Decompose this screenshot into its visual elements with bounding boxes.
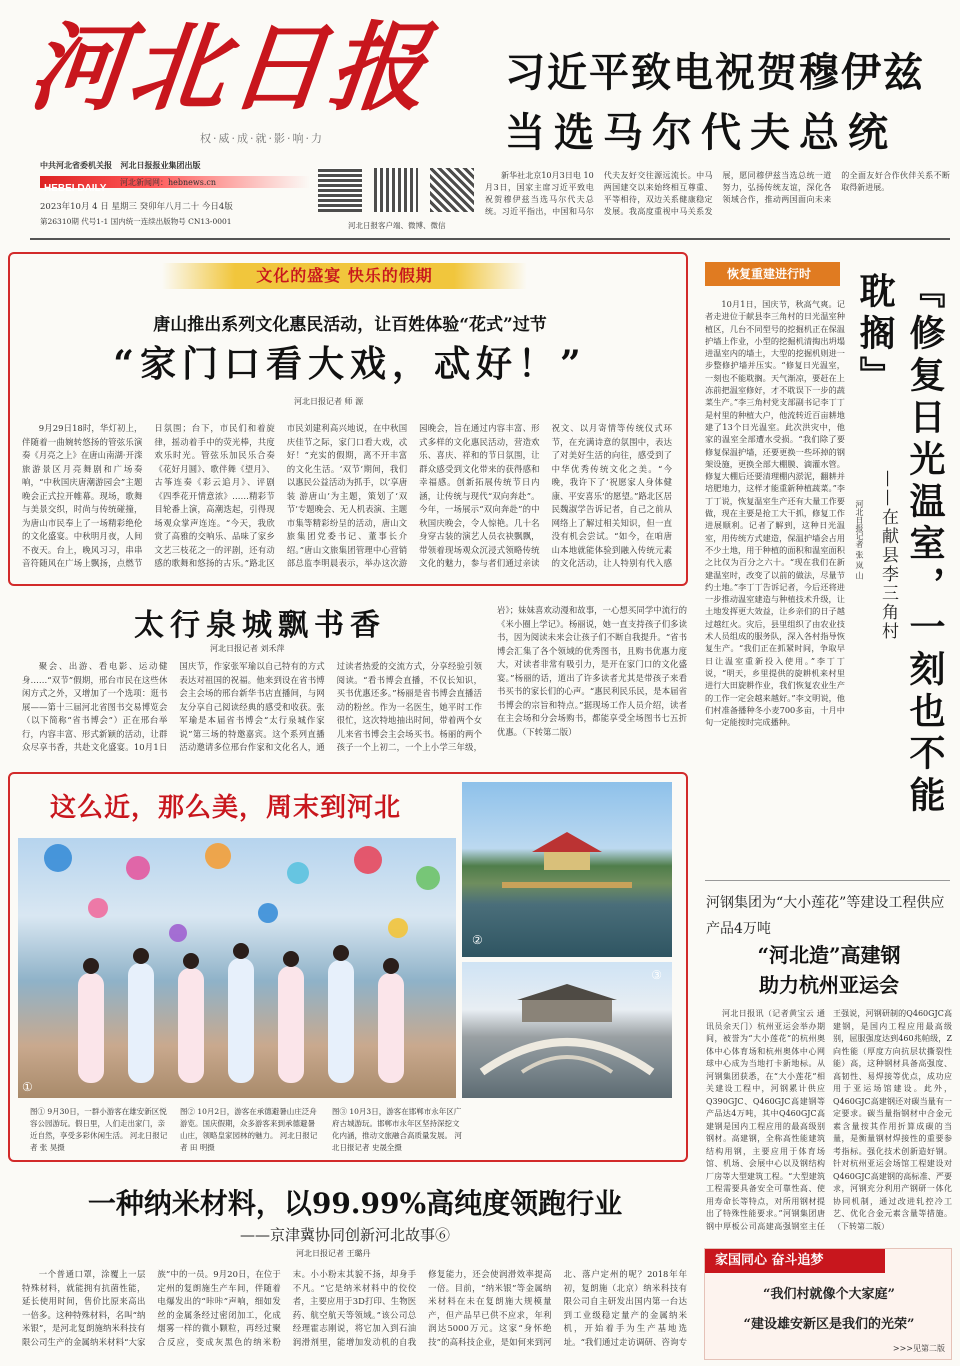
nano-byline: 河北日报记者 王璐丹 [296,1249,371,1258]
org-line2: 河北日报报业集团出版 [120,160,201,170]
tangshan-banner [162,263,527,289]
restoration-title: 『修复日光温室，一刻也不能耽搁』 [854,272,946,818]
hegang-body-text: 河北日报讯（记者黄宝云 通讯员余天门）杭州亚运会举办期间，被誉为“大小莲花”的杭州奥体中心体育场和杭州奥体中心网球中心成为当地打卡新地标。从河钢集团获悉，在“大小莲花”相关建设工程中，河钢累计供应Q390GJC、Q460GJC高建钢等产品达4万吨，其中Q460GJC高建钢是国内工程应用的最高级别钢材。高建钢，全称高性能建筑结构用钢，主要应用于体育场馆、机场、会展中心以及钢结构厂房等大型建筑工程。“大型建筑工程需要具备安全可靠性高、使用寿命长等特点，对所用钢材提出了特殊性能要求。”河钢集团唐钢中厚板公司高建高强钢室主任王强说，河钢研制的Q460GJC高建钢，是国内工程应用最高级别，屈服强度达到460兆帕级，Z向性能（厚度方向抗层状撕裂性能）高，这种钢材具备高强度、高韧性、易焊接等优点，成功应用于亚运场馆建设。此外，Q460GJC高建钢还对碳当量有一定要求。碳当量指钢材中合金元素含量按其作用折算成碳的当量，是衡量钢材焊接性的重要参考指标。强化技术创新造好钢。针对杭州亚运会场馆工程建设对Q460GJC高建钢的高标准、严要求，河钢充分利用产钢研一体化协同机制，通过改进轧控冷工艺、优化合金元素含量等措施。（下转第二版） [706,1009,952,1231]
taihang-body-columns [22,660,482,760]
photo-2-lake [462,782,672,957]
photo-2-graphic [462,782,672,957]
restoration-tag-text: 恢复重建进行时 [727,267,812,281]
restoration-byline: 河北日报记者 张 岚 山 [855,500,864,580]
photo-caption-3: 图③ 10月3日，游客在邯郸市永年区广府古城游玩。邯郸市永年区坚持深挖文化内涵，推动文旅融合高质量发展。 河北日报记者 史晟全摄 [332,1107,462,1152]
qr-code-weibo[interactable] [374,168,418,212]
photo-2-label: ② [472,933,483,947]
tangshan-body [22,422,672,580]
hegang-title-line1: “河北造”高建钢 [757,943,901,967]
weekend-title: 这么近，那么美，周末到河北 [50,793,402,823]
photo-1-label: ① [22,1080,33,1094]
tangshan-body-text: 9月29日18时，华灯初上，伴随着一曲婉转悠扬的管弦乐演奏《月亮之上》在唐山南湖·开滦旅游景区月亮舞剧和广场奏响，“中秋国庆唐潮游园会”主题晚会正式拉开帷幕。现场，歌舞与美景交织，时尚与传统碰撞，为唐山市民奉上了一场精彩绝伦的文化盛宴。中秋明月夜，人间不夜天。台上，晚风习习，串串音符随风在广场上飘扬，点燃节日氛围；台下，市民们和着旋律，摇动着手中的荧光棒，共度欢乐时光。管弦乐加民乐合奏《花好月圆》、歌伴舞《望月》、古筝连奏《彩云追月》、评剧《四季花开情意浓》……精彩节目轮番上演，高潮迭起，引得现场观众掌声连连。“今天，我欣赏了高雅的交响乐、品味了家乡文艺三枝花之一的评剧，还有动感的歌舞和悠扬的古乐。”路北区市民刘建利高兴地说，在中秋国庆佳节之际，家门口看大戏，忒好！“充实的假期，离不开丰富的文化生活。‘双节’期间，我们以惠民公益活动为抓手，以‘享唐装 游唐山’为主题，策划了‘双节’专题晚会、无人机表演、主题市集等精彩纷呈的活动，唐山文旅集团党委书记、董事长介绍。”唐山文旅集团管理中心营销部总监李明晨表示，举办这次游园晚会，旨在通过内容丰富、形式多样的文化惠民活动，营造欢乐、喜庆、祥和的节日氛围，让群众感受到文化带来的获得感和幸福感。创新拓展传统节日内涵，让传统与现代“双向奔赴”。今年，一场展示“双向奔赴”的中秋国庆晚会，令人惊艳。几十名身穿古装的演艺人员衣袂飘飘，带领着现场观众沉浸式领略传统文化的魅力，参与者们通过亲读祝文、以月寄情等传统仪式环节，在充满诗意的氛围中，表达了对美好生活的向往，感受到了中华优秀传统文化之美。“今晚，我许下了‘祝愿家人身体健康、平安喜乐’的愿望。”路北区居民魏淑学告诉记者，自己之前从网络上了解过相关知识，但一直没有机会尝试。“如今，在咱唐山本地就能体验到融入传统元素的文化活动，让人特别有代入感 [22,423,672,568]
lead-headline-line1: 习近平致电祝贺穆伊兹 [505,49,925,96]
restoration-body-text: 10月1日，国庆节，秋高气爽。记者走进位于献县李三角村的日光温室种植区，几台不同型号的挖掘机正在保温护墙上作业，小型的挖掘机清掏出坍塌进温室内的墙土，大型的挖掘机则进一步整修护墙并压实。“修复日光温室，一刻也不能耽搁。天气渐凉，要赶在上冻前把温室修好，才不耽误下一步的蔬菜生产。”李三角村党支部副书记李丁丁是村里的种植大户，他流转近百亩耕地建了13个日光温室。此次洪灾中，他家的温室全部遭水受损。“我们除了要修复保温护墙，还要更换一些坏掉的钢架设施，更换全部大棚膜、滴灌水管。修复大棚后还要清理棚内淤泥，翻耕并培肥地力，这样才能重新种植蔬菜。”李丁丁说，恢复温室生产还有大量工作要做，现在主要是抢工大干抓，修复工作进展顺利。记者了解到，这种日光温室，用传统方式建造，保温护墙会占用不少土地，用于种植的面积和温室面积之比仅为百分之六十。“现在我们在新建温室时，改变了以前的做法，尽量节约土地。”李丁丁告诉记者，今后还将进一步推动温室建造与种植技术升级，让土地发挥更大效益，让乡亲们的日子越过越红火。灾后，县里组织了由农业技术人员组成的服务队，深入各村指导恢复生产。“我们正在抓紧时间，争取早日让温室重新投入使用。”李丁丁说，“明天，乡里提供的旋耕机来村里进行大田旋耕作业，我们恢复农业生产的工作一定会越来越好。”李文明说，他们村准备播种冬小麦700多亩，十月中旬一定能按时完成播种。 [705,299,845,728]
hegang-title-line2: 助力杭州亚运会 [759,973,899,997]
website[interactable]: 河北新闻网：hebnews.cn [120,178,217,187]
tangshan-title: “家门口看大戏，忒好！” [113,343,587,385]
restoration-tag [705,262,840,286]
taihang-body-text: 聚会、出游、看电影、运动健身……“双节”假期，邢台市民在这些休闲方式之外，又增加了一个选项：逛书展——第十三届河北省图书交易博览会（以下简称“省书博会”）正在邢台举行，内容丰富、形式新颖的活动，让群众尽享书香，共赴文化盛宴。10月1日国庆节，作家张军瑜以自己特有的方式表达对祖国的祝福。他来到设在省书博会主会场的邢台新华书店直播间，与网友分享自己阅读经典的感受和收获。张军瑜是本届省书博会“太行泉城作家说”第三场的特邀嘉宾。这个系列直播活动邀请多位邢台作家和文化名人，通过读者热爱的交流方式，分享经验引领阅读。“看书博会直播，不仅长知识，买书优惠还多。”杨丽是省书博会直播活动的粉丝。作为一名医生，她平时工作很忙，这次特地抽出时间，带着两个女儿来省书博会主会场买书。杨丽的两个孩子一个上初二，一个上小学三年级， [22,661,482,752]
promo-see-page[interactable]: >>>见第二版 [892,1344,945,1353]
english-name: HEBEI DAILY [44,183,107,194]
promo-banner [705,1249,885,1273]
photo-3-graphic [462,962,672,1098]
nano-body-text: 一个普通口罩，涂覆上一层特殊材料，就能拥有抗菌性能，延长使用时间，售价比原来高出一倍多。这种特殊材料，名叫“纳米银”，是河北复朗施纳米科技有限公司生产的金属纳米材料“大家族”中的一员。9月20日，在位于定州的复朗施生产车间，伴随着电爆发出的“咔咔”声响，细如发丝的金属条经过密闭加工，化成烟雾一样的微小颗粒，再经过聚合反应，变成灰黑色的纳米粉末。小小粉末其貌不扬，却身手不凡。“它是纳米材料中的佼佼者，主要应用于3D打印、生物医药、航空航天等领域。”该公司总经理霍志刚说，将它加入到石油润滑剂里，能增加发动机的自我修复能力，还会使润滑效率提高一倍。目前，“纳米银”等金属纳米材料在未在复朗施大规模量产，但产品早已供不应求，年利润达5000万元。这家“身怀绝技”的高科技企业，是如何来到河北、落户定州的呢？2018年年初，复朗施（北京）纳米科技有限公司自主研发出国内第一台达到工业级稳定量产的金属纳米机，开始着手为生产基地选址。“我们通过走访调研、咨询专 [22,1269,687,1347]
photo-caption-1: 图① 9月30日，一群小游客在雄安新区悦容公园游玩。假日里，人们走出家门，亲近自然，享受多彩休闲生活。 河北日报记者 张 昊摄 [30,1107,168,1152]
qr-code-app[interactable] [318,168,362,212]
date-line: 2023年10月 4 日 星期三 癸卯年八月二十 今日4版 [40,202,233,212]
photo-1-dancers [18,838,456,1098]
right-divider-1 [705,880,950,881]
tangshan-byline: 河北日报记者 师 源 [294,397,364,406]
lead-body-text: 新华社北京10月3日电 10月3日，国家主席习近平致电祝贺穆伊兹当选马尔代夫总统。习近平指出，中国和马尔代夫友好交往源远流长。中马两国建交以来始终相互尊重、平等相待，双边关系健康稳定发展。我高度重视中马关系发展，愿同穆伊兹当选总统一道努力，弘扬传统友谊，深化各领域合作，推动两国面向未来的全面友好合作伙伴关系不断取得新进展。 [485,171,950,216]
qr-caption: 河北日报客户端、微博、微信 [348,221,446,230]
photo-caption-2: 图② 10月2日，游客在承德避暑山庄泛舟游览。国庆假期，众多游客来到承德避暑山庄，领略皇家园林的魅力。 河北日报记者 田 明摄 [180,1107,318,1152]
hegang-pre-title: 河钢集团为“大小莲花”等建设工程供应产品4万吨 [706,895,945,937]
qr-code-wechat[interactable] [430,168,474,212]
org-line [40,160,201,171]
photo-1-graphic [18,838,456,1098]
english-name-bar [40,176,310,194]
hegang-body [706,1008,952,1240]
masthead-logo [24,10,480,130]
masthead-divider [30,238,950,240]
nano-title: 一种纳米材料，以99.99%高纯度领跑行业 [87,1187,623,1220]
tangshan-subtitle: 唐山推出系列文化惠民活动，让百姓体验“花式”过节 [153,315,547,335]
photo-3-bridge [462,962,672,1098]
nano-body [22,1268,687,1362]
taihang-title: 太行泉城飘书香 [134,608,386,643]
restoration-body [705,298,845,870]
promo-banner-text: 家国同心 奋斗追梦 [715,1253,824,1268]
promo-line2: “建设雄安新区是我们的光荣” [743,1317,915,1332]
issue-line: 第26310期 代号1-1 国内统一连续出版物号 CN13-0001 [40,217,232,226]
tangshan-banner-text: 文化的盛宴 快乐的假期 [256,266,433,285]
promo-line1: “我们村就像个大家庭” [763,1287,895,1302]
taihang-body-right-text: 岩》；妹妹喜欢动漫和故事，一心想买同学中流行的《米小圈上学记》。杨丽说，她一直支持孩子们多读书，因为阅读未来会让孩子们不断自我提升。“省书博会汇集了各个领域的优秀图书，且购书优惠力度大，对读者非常有吸引力，是开在家门口的文化盛宴。”杨丽的话，道出了许多读者尤其是带孩子来看书买书的家长们的心声。“惠民利民乐民，是本届省书博会的宗旨和特点。”据现场工作人员介绍，读者在主会场和分会场购书，都能享受全场图书七五折优惠。（下转第二版） [497,605,687,737]
lead-body [485,170,950,222]
masthead-logo-text: 河北日报 [24,11,436,124]
masthead-slogan: 权·威·成·就·影·响·力 [200,132,324,145]
taihang-byline: 河北日报记者 刘禾萍 [210,644,285,653]
promo-box[interactable] [704,1248,952,1360]
photo-3-label: ③ [651,968,662,982]
restoration-subtitle: ——在献县李三角村 [878,470,898,641]
taihang-body-right [497,604,687,760]
nano-subtitle: ——京津冀协同创新河北故事⑥ [240,1226,451,1244]
qr-codes [318,168,478,214]
lead-headline-line2: 当选马尔代夫总统 [505,109,897,156]
org-line1: 中共河北省委机关报 [40,160,112,170]
